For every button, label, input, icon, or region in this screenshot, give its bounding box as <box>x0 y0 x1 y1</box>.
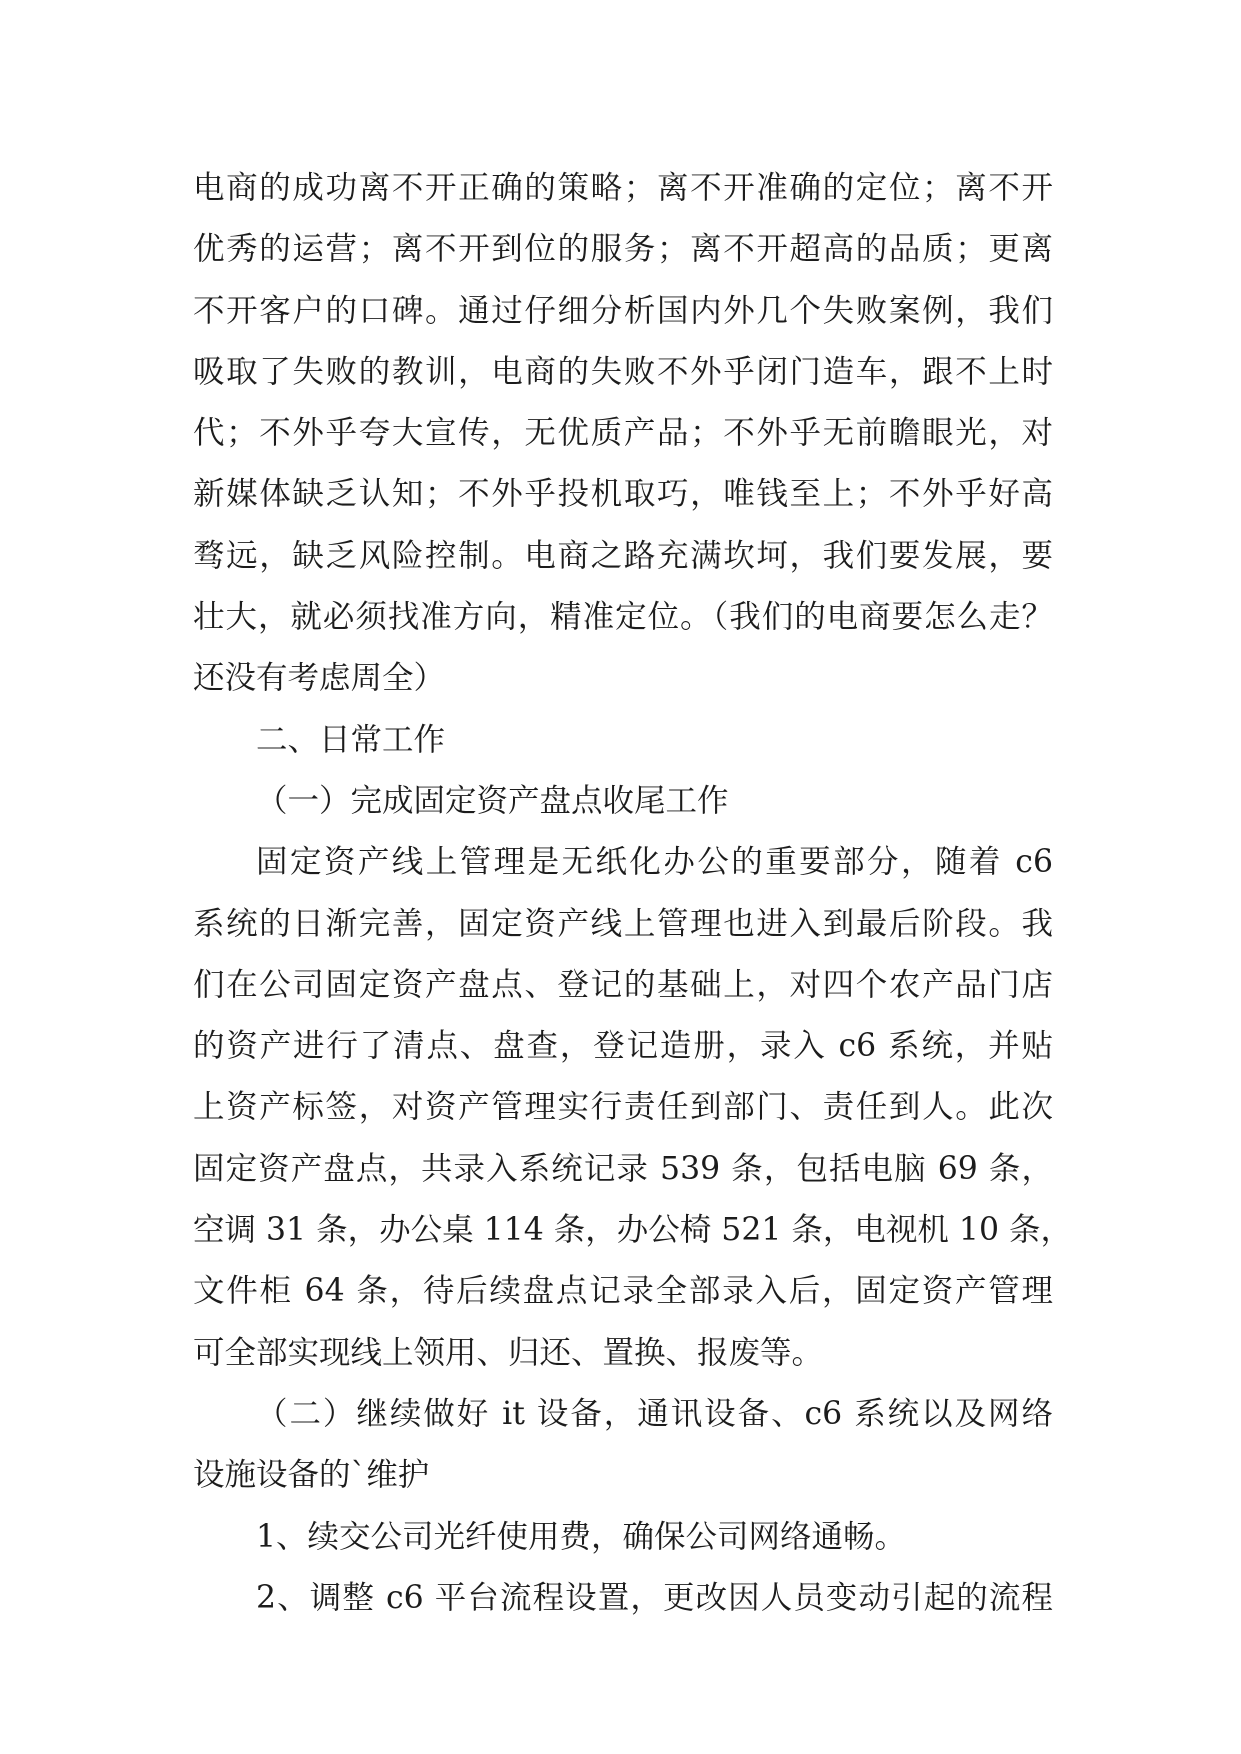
text-line: 们在公司固定资产盘点、登记的基础上，对四个农产品门店 <box>193 966 1053 1003</box>
text-line: 可全部实现线上领用、归还、置换、报废等。 <box>193 1334 824 1371</box>
section-heading: 二、日常工作 <box>256 721 446 758</box>
text-line: 固定资产盘点，共录入系统记录 539 条，包括电脑 69 条， <box>193 1150 1053 1187</box>
text-line: 骛远，缺乏风险控制。电商之路充满坎坷，我们要发展，要 <box>193 537 1053 574</box>
text-line: 代；不外乎夸大宣传，无优质产品；不外乎无前瞻眼光，对 <box>193 415 1053 452</box>
text-line: 新媒体缺乏认知；不外乎投机取巧，唯钱至上；不外乎好高 <box>193 476 1053 513</box>
document-body <box>193 158 1073 1629</box>
paragraph-success-strategy <box>193 158 1053 710</box>
text-line: 设施设备的`维护 <box>193 1457 430 1494</box>
text-line: 文件柜 64 条，待后续盘点记录全部录入后，固定资产管理 <box>193 1273 1053 1310</box>
list-item: 1、续交公司光纤使用费，确保公司网络通畅。 <box>256 1518 907 1555</box>
text-line: 空调 31 条，办公桌 114 条，办公椅 521 条，电视机 10 条， <box>193 1212 1073 1249</box>
text-line: 电商的成功离不开正确的策略；离不开准确的定位；离不开 <box>193 170 1053 206</box>
text-line: 还没有考虑周全） <box>193 660 446 697</box>
text-line: 上资产标签，对资产管理实行责任到部门、责任到人。此次 <box>193 1089 1053 1126</box>
paragraph-fixed-assets <box>193 832 1073 1384</box>
text-line: 吸取了失败的教训，电商的失败不外乎闭门造车，跟不上时 <box>193 353 1053 390</box>
subsection-heading-maintenance <box>193 1384 1053 1507</box>
subsection-heading: （一）完成固定资产盘点收尾工作 <box>256 782 729 819</box>
text-line: 固定资产线上管理是无纸化办公的重要部分，随着 c6 <box>256 844 1053 881</box>
text-line: 壮大，就必须找准方向，精准定位。（我们的电商要怎么走？ <box>193 599 1053 636</box>
text-line: 的资产进行了清点、盘查，登记造册，录入 c6 系统，并贴 <box>193 1028 1053 1065</box>
text-line: （二）继续做好 it 设备，通讯设备、c6 系统以及网络 <box>256 1395 1053 1432</box>
text-line: 系统的日渐完善，固定资产线上管理也进入到最后阶段。我 <box>193 905 1053 942</box>
list-item: 2、调整 c6 平台流程设置，更改因人员变动引起的流程 <box>256 1579 1053 1616</box>
text-line: 优秀的运营；离不开到位的服务；离不开超高的品质；更离 <box>193 231 1053 268</box>
text-line: 不开客户的口碑。通过仔细分析国内外几个失败案例，我们 <box>193 292 1053 329</box>
